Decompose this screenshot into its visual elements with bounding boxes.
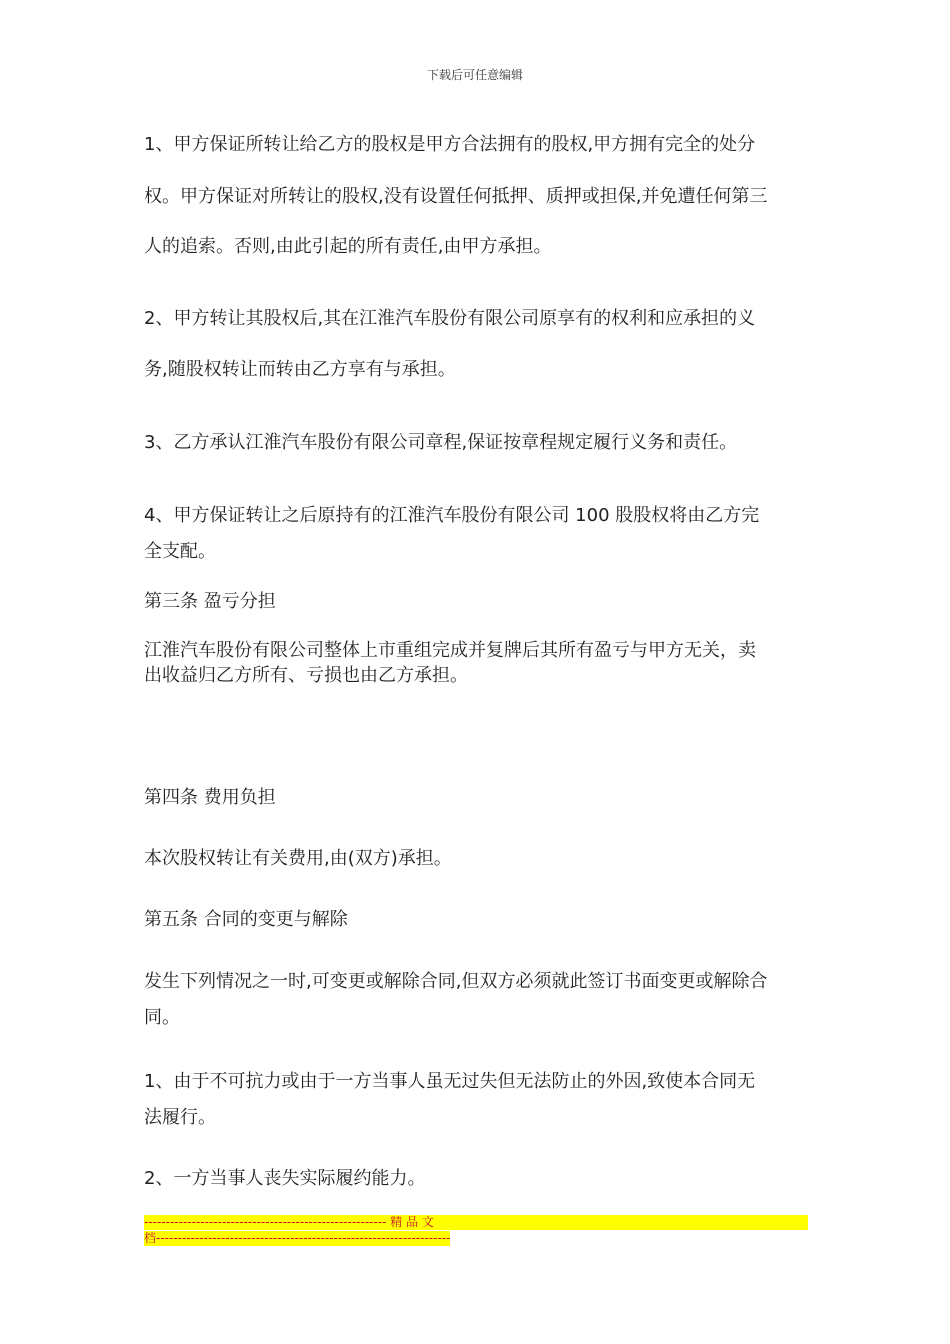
clause-paragraph: 务,随股权转让而转由乙方享有与承担。 bbox=[144, 359, 456, 380]
clause-paragraph: 同。 bbox=[144, 1007, 180, 1028]
clause-paragraph: 江淮汽车股份有限公司整体上市重组完成并复牌后其所有盈亏与甲方无关，卖 bbox=[144, 640, 756, 661]
clause-paragraph: 4、甲方保证转让之后原持有的江淮汽车股份有限公司 100 股股权将由乙方完 bbox=[144, 505, 760, 526]
clause-paragraph: 1、由于不可抗力或由于一方当事人虽无过失但无法防止的外因,致使本合同无 bbox=[144, 1071, 756, 1092]
clause-paragraph: 出收益归乙方所有、亏损也由乙方承担。 bbox=[144, 665, 468, 686]
clause-paragraph: 权。甲方保证对所转让的股权,没有设置任何抵押、质押或担保,并免遭任何第三 bbox=[144, 186, 768, 207]
section-heading: 第三条 盈亏分担 bbox=[144, 591, 276, 612]
clause-paragraph: 发生下列情况之一时,可变更或解除合同,但双方必须就此签订书面变更或解除合 bbox=[144, 971, 768, 992]
page-header: 下载后可任意编辑 bbox=[426, 68, 523, 82]
clause-paragraph: 法履行。 bbox=[144, 1107, 216, 1128]
footer-watermark-line: -------------------------------------------------------- 精 品 文 bbox=[144, 1215, 808, 1230]
clause-paragraph: 2、甲方转让其股权后,其在江淮汽车股份有限公司原享有的权利和应承担的义 bbox=[144, 308, 756, 329]
clause-paragraph: 本次股权转让有关费用,由(双方)承担。 bbox=[144, 848, 452, 869]
clause-paragraph: 人的追索。否则,由此引起的所有责任,由甲方承担。 bbox=[144, 236, 552, 257]
clause-paragraph: 3、乙方承认江淮汽车股份有限公司章程,保证按章程规定履行义务和责任。 bbox=[144, 432, 738, 453]
clause-paragraph: 2、一方当事人丧失实际履约能力。 bbox=[144, 1168, 426, 1189]
section-heading: 第五条 合同的变更与解除 bbox=[144, 909, 348, 930]
section-heading: 第四条 费用负担 bbox=[144, 787, 276, 808]
clause-paragraph: 全支配。 bbox=[144, 541, 216, 562]
clause-paragraph: 1、甲方保证所转让给乙方的股权是甲方合法拥有的股权,甲方拥有完全的处分 bbox=[144, 134, 756, 155]
footer-watermark-line: 档-------------------------------------------------------------------- bbox=[144, 1231, 451, 1245]
